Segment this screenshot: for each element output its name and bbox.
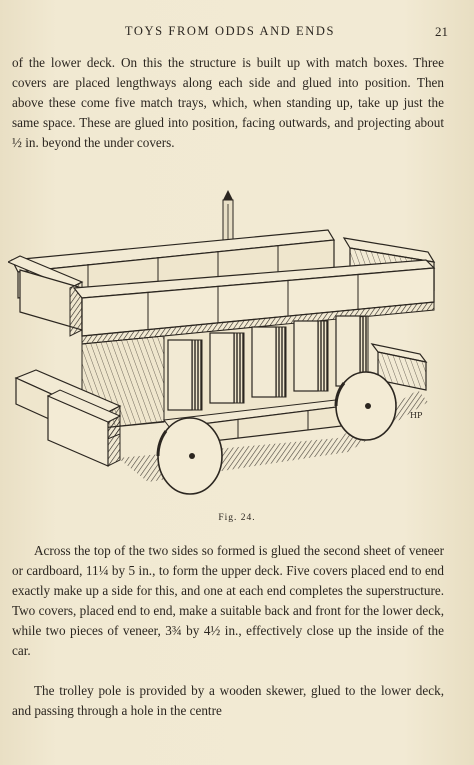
paragraph-trolley-pole: The trolley pole is provided by a wooden skewer, glued to the lower deck, and passing through a hole in the centre [12, 683, 444, 719]
trolley-car-illustration [8, 190, 440, 498]
paragraph-intro: of the lower deck. On this the structure is built up with match boxes. Three covers are placed lengthways along each side and glued into position. Then above these come five match trays, which, when standing up, take up just the same space. These are glued into position, facing outwards, and projecting about ½ in. beyond the under covers. [12, 55, 444, 151]
paragraph-upper-deck: Across the top of the two sides so formed is glued the second sheet of veneer or cardboard, 11¼ by 5 in., to form the upper deck. Five covers placed end to end exactly make up a side for this, and one at each end completes the superstructure. Two covers, placed end to end, make a suitable back and front for the lower deck, while two pieces of veneer, 3¾ by 4½ in., effectively close up the inside of the car. [12, 543, 444, 659]
running-title: TOYS FROM ODDS AND ENDS [124, 24, 336, 38]
wheel-front-right [336, 372, 396, 440]
figure-illustration [8, 190, 440, 498]
figure-caption: Fig. 24. [218, 513, 256, 523]
wheel-front-left [158, 418, 222, 494]
artist-monogram: HP [410, 411, 423, 420]
running-head [12, 24, 448, 42]
page-number: 21 [435, 24, 448, 39]
